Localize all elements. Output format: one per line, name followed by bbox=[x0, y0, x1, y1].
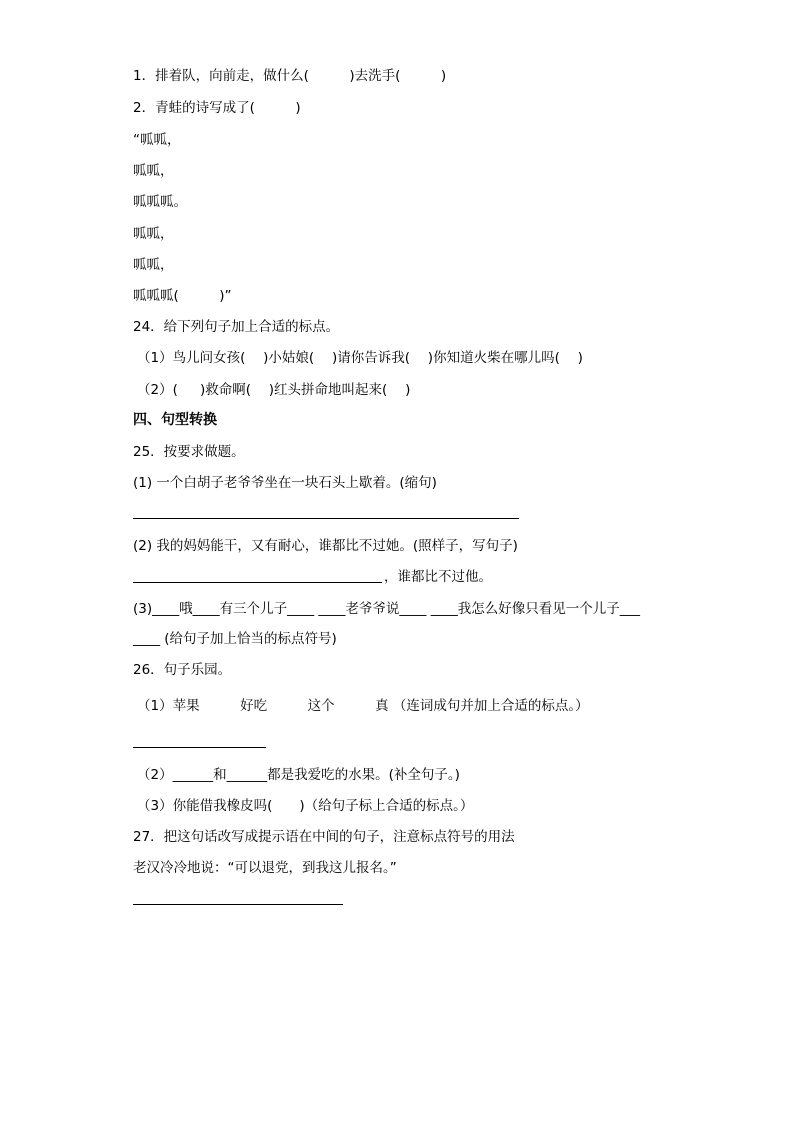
question-25-part-3-line-1: (3)____哦____有三个儿子____ ____老爷爷说____ ____我怎么好像只看见一个儿子___ bbox=[133, 601, 640, 617]
poem-line-6: 呱呱呱( )” bbox=[133, 288, 232, 304]
answer-line-27[interactable] bbox=[133, 904, 343, 905]
answer-line-25-1[interactable] bbox=[133, 518, 519, 519]
poem-line-5: 呱呱， bbox=[133, 257, 174, 273]
poem-line-3: 呱呱呱。 bbox=[133, 194, 187, 210]
question-25-part-3-line-2: ____ (给句子加上恰当的标点符号) bbox=[133, 631, 337, 647]
poem-line-4: 呱呱， bbox=[133, 226, 174, 242]
poem-line-2: 呱呱， bbox=[133, 163, 174, 179]
question-25-part-2-suffix: ，谁都比不过他。 bbox=[384, 569, 492, 585]
question-24: 24．给下列句子加上合适的标点。 bbox=[133, 319, 340, 335]
poem-line-1: “呱呱， bbox=[133, 132, 181, 148]
section-heading-4: 四、句型转换 bbox=[133, 412, 217, 428]
question-25: 25．按要求做题。 bbox=[133, 444, 245, 460]
question-24-part-1: （1）鸟儿问女孩( )小姑娘( )请你告诉我( )你知道火柴在哪儿吗( ) bbox=[137, 350, 583, 366]
answer-line-26-1[interactable] bbox=[133, 747, 266, 748]
question-26: 26．句子乐园。 bbox=[133, 662, 232, 678]
answer-line-25-2[interactable] bbox=[133, 582, 382, 583]
question-25-part-2: (2) 我的妈妈能干，又有耐心，谁都比不过她。(照样子，写句子) bbox=[133, 538, 518, 554]
question-26-part-2: （2）______和______都是我爱吃的水果。(补全句子。) bbox=[137, 767, 460, 783]
question-27: 27．把这句话改写成提示语在中间的句子，注意标点符号的用法 bbox=[133, 829, 515, 845]
question-25-part-1: (1) 一个白胡子老爷爷坐在一块石头上歇着。(缩句) bbox=[133, 475, 437, 491]
question-26-part-1: （1）苹果 好吃 这个 真 （连词成句并加上合适的标点。） bbox=[137, 698, 589, 714]
question-26-part-3: （3）你能借我橡皮吗( )（给句子标上合适的标点。） bbox=[137, 798, 474, 814]
question-27-sentence: 老汉冷冷地说：“可以退党，到我这儿报名。” bbox=[133, 860, 397, 876]
question-24-part-2: （2）( )救命啊( )红头拼命地叫起来( ) bbox=[137, 382, 411, 398]
question-2: 2．青蛙的诗写成了( ) bbox=[133, 100, 301, 116]
question-1: 1．排着队，向前走，做什么( )去洗手( ) bbox=[133, 68, 447, 84]
